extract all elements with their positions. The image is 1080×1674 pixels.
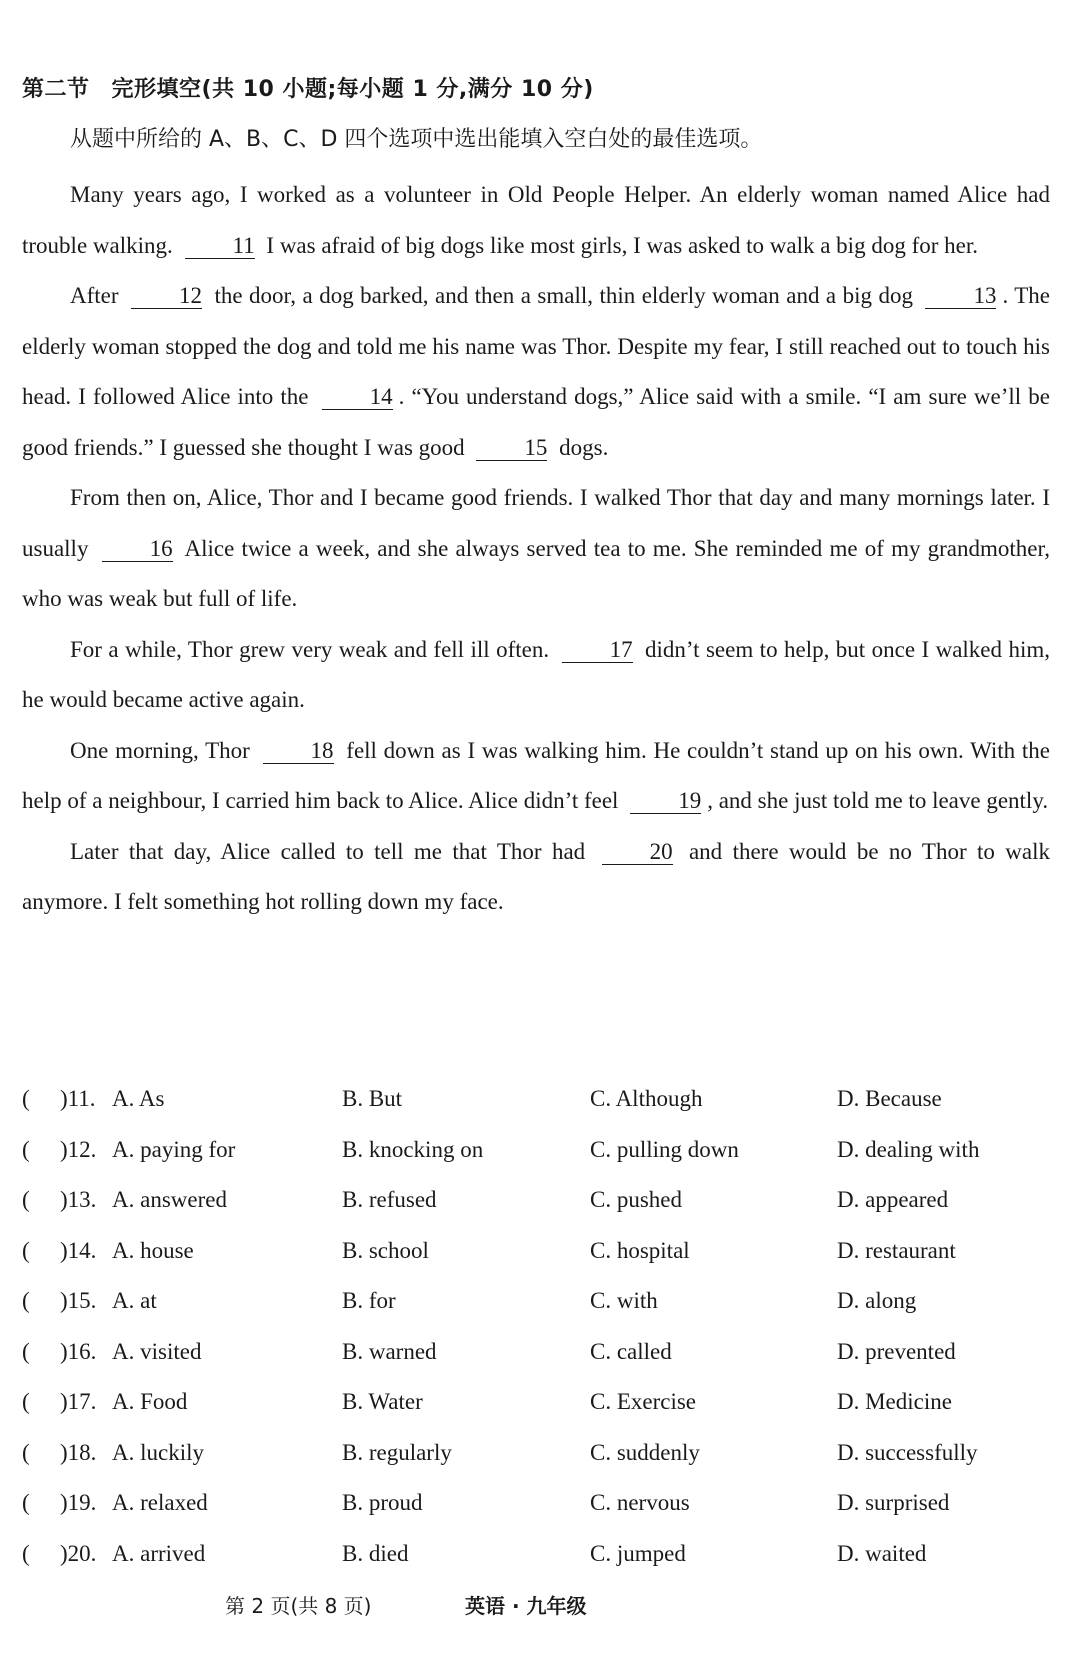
option-d[interactable]: D. restaurant	[837, 1237, 956, 1263]
option-b[interactable]: B. proud	[342, 1490, 423, 1515]
option-a[interactable]: A. visited	[112, 1338, 202, 1364]
question-row	[22, 1490, 1062, 1541]
answer-options	[22, 1086, 1062, 1591]
option-d[interactable]: D. surprised	[837, 1490, 950, 1515]
option-d[interactable]: D. prevented	[837, 1338, 956, 1364]
option-c[interactable]: C. pulling down	[590, 1136, 739, 1162]
option-b[interactable]: B. knocking on	[342, 1136, 484, 1162]
passage-paragraph	[22, 827, 1050, 928]
question-number: )12.	[60, 1136, 97, 1162]
option-b[interactable]: B. school	[342, 1237, 429, 1263]
question-number: )20.	[60, 1540, 97, 1566]
option-a[interactable]: A. arrived	[112, 1540, 206, 1566]
question-number: )17.	[60, 1389, 97, 1414]
question-row	[22, 1187, 1062, 1238]
passage-text: . The elderly woman stopped the dog and told me his name was Thor. Despite my fear, I still reached out to touch his head. I followed Alice into the	[22, 283, 1051, 409]
option-a[interactable]: A. Food	[112, 1389, 188, 1414]
question-number: )11.	[60, 1086, 96, 1111]
question-number: )14.	[60, 1237, 97, 1263]
question-row	[22, 1137, 1062, 1188]
answer-paren[interactable]: (	[22, 1338, 30, 1364]
passage-text: and there would be no Thor to walk anymore. I felt something hot rolling down my face.	[22, 838, 1050, 914]
passage-paragraph	[22, 726, 1050, 827]
subject-grade: 英语 · 九年级	[465, 1594, 587, 1618]
question-row	[22, 1339, 1062, 1390]
option-b[interactable]: B. Water	[342, 1389, 423, 1414]
option-b[interactable]: B. But	[342, 1086, 403, 1111]
option-c[interactable]: C. Exercise	[590, 1389, 697, 1414]
answer-paren[interactable]: (	[22, 1136, 30, 1162]
option-d[interactable]: D. appeared	[837, 1187, 949, 1212]
option-b[interactable]: B. died	[342, 1540, 409, 1566]
section-part: 第二节	[22, 77, 90, 102]
blank-16[interactable]: 16	[102, 537, 173, 562]
option-a[interactable]: A. answered	[112, 1187, 227, 1212]
passage-text: From then on, Alice, Thor and I became good friends. I walked Thor that day and many mornings later. I usually	[22, 485, 1050, 561]
blank-11[interactable]: 11	[185, 234, 255, 259]
answer-paren[interactable]: (	[22, 1490, 30, 1515]
option-d[interactable]: D. successfully	[837, 1439, 978, 1465]
passage-paragraph	[22, 271, 1050, 473]
option-d[interactable]: D. Because	[837, 1086, 942, 1111]
passage-text: didn’t seem to help, but once I walked him, he would became active again.	[22, 636, 1050, 712]
blank-15[interactable]: 15	[476, 436, 547, 461]
answer-paren[interactable]: (	[22, 1086, 30, 1111]
passage-text: Many years ago, I worked as a volunteer in Old People Helper. An elderly woman named Alice had trouble walking.	[22, 182, 1050, 258]
question-row	[22, 1440, 1062, 1491]
question-row	[22, 1389, 1062, 1440]
option-d[interactable]: D. along	[837, 1288, 917, 1313]
option-b[interactable]: B. regularly	[342, 1439, 452, 1465]
question-row	[22, 1238, 1062, 1289]
option-b[interactable]: B. warned	[342, 1338, 437, 1364]
passage-text: One morning, Thor	[70, 737, 257, 763]
blank-13[interactable]: 13	[925, 284, 996, 309]
answer-paren[interactable]: (	[22, 1187, 30, 1212]
option-a[interactable]: A. paying for	[112, 1136, 236, 1162]
passage-text: I was afraid of big dogs like most girls, I was asked to walk a big dog for her.	[260, 232, 978, 258]
option-d[interactable]: D. Medicine	[837, 1389, 952, 1414]
question-row	[22, 1541, 1062, 1592]
answer-paren[interactable]: (	[22, 1237, 30, 1263]
answer-paren[interactable]: (	[22, 1439, 30, 1465]
passage-text: fell down as I was walking him. He couldn’t stand up on his own. With the help of a neighbour, I carried him back to Alice. Alice didn’t feel	[22, 737, 1050, 813]
passage-text: Later that day, Alice called to tell me that Thor had	[70, 838, 596, 864]
answer-paren[interactable]: (	[22, 1288, 30, 1313]
option-a[interactable]: A. As	[112, 1086, 165, 1111]
option-c[interactable]: C. hospital	[590, 1237, 690, 1263]
passage-text: dogs.	[553, 434, 609, 460]
answer-paren[interactable]: (	[22, 1389, 30, 1414]
option-c[interactable]: C. called	[590, 1338, 672, 1364]
page-number: 第 2 页(共 8 页)	[225, 1594, 372, 1618]
blank-18[interactable]: 18	[263, 739, 334, 764]
option-d[interactable]: D. dealing with	[837, 1136, 980, 1162]
answer-paren[interactable]: (	[22, 1540, 30, 1566]
question-row	[22, 1288, 1062, 1339]
question-number: )13.	[60, 1187, 97, 1212]
option-a[interactable]: A. relaxed	[112, 1490, 208, 1515]
option-c[interactable]: C. with	[590, 1288, 658, 1313]
option-c[interactable]: C. jumped	[590, 1540, 686, 1566]
blank-14[interactable]: 14	[322, 385, 393, 410]
instruction-text: 从题中所给的 A、B、C、D 四个选项中选出能填入空白处的最佳选项。	[70, 127, 763, 152]
passage-text: , and she just told me to leave gently.	[707, 788, 1049, 813]
blank-17[interactable]: 17	[562, 638, 633, 663]
section-heading	[22, 72, 594, 103]
option-c[interactable]: C. Although	[590, 1086, 703, 1111]
passage-text: the door, a dog barked, and then a small, thin elderly woman and a big dog	[208, 283, 920, 308]
question-number: )15.	[60, 1288, 97, 1313]
cloze-passage	[22, 170, 1050, 928]
option-d[interactable]: D. waited	[837, 1540, 927, 1566]
passage-paragraph	[22, 170, 1050, 271]
option-c[interactable]: C. suddenly	[590, 1439, 700, 1465]
passage-text: . “You understand dogs,” Alice said with a smile. “I am sure we’ll be good friends.” I guessed she thought I was good	[22, 384, 1050, 460]
question-row	[22, 1086, 1062, 1137]
option-a[interactable]: A. at	[112, 1288, 157, 1313]
blank-12[interactable]: 12	[131, 284, 202, 309]
passage-text: After	[70, 283, 126, 308]
blank-19[interactable]: 19	[630, 789, 701, 814]
option-a[interactable]: A. house	[112, 1237, 194, 1263]
question-number: )16.	[60, 1338, 97, 1364]
option-c[interactable]: C. nervous	[590, 1490, 690, 1515]
option-b[interactable]: B. refused	[342, 1187, 437, 1212]
section-title: 完形填空(共 10 小题;每小题 1 分,满分 10 分)	[111, 77, 594, 102]
option-a[interactable]: A. luckily	[112, 1439, 204, 1465]
blank-20[interactable]: 20	[602, 840, 673, 865]
passage-paragraph	[22, 625, 1050, 726]
option-b[interactable]: B. for	[342, 1288, 396, 1313]
passage-paragraph	[22, 473, 1050, 625]
question-number: )19.	[60, 1490, 97, 1515]
question-number: )18.	[60, 1439, 97, 1465]
passage-text: Alice twice a week, and she always served tea to me. She reminded me of my grandmother, who was weak but full of life.	[22, 535, 1050, 611]
option-c[interactable]: C. pushed	[590, 1187, 682, 1212]
passage-text: For a while, Thor grew very weak and fell ill often.	[70, 636, 556, 662]
